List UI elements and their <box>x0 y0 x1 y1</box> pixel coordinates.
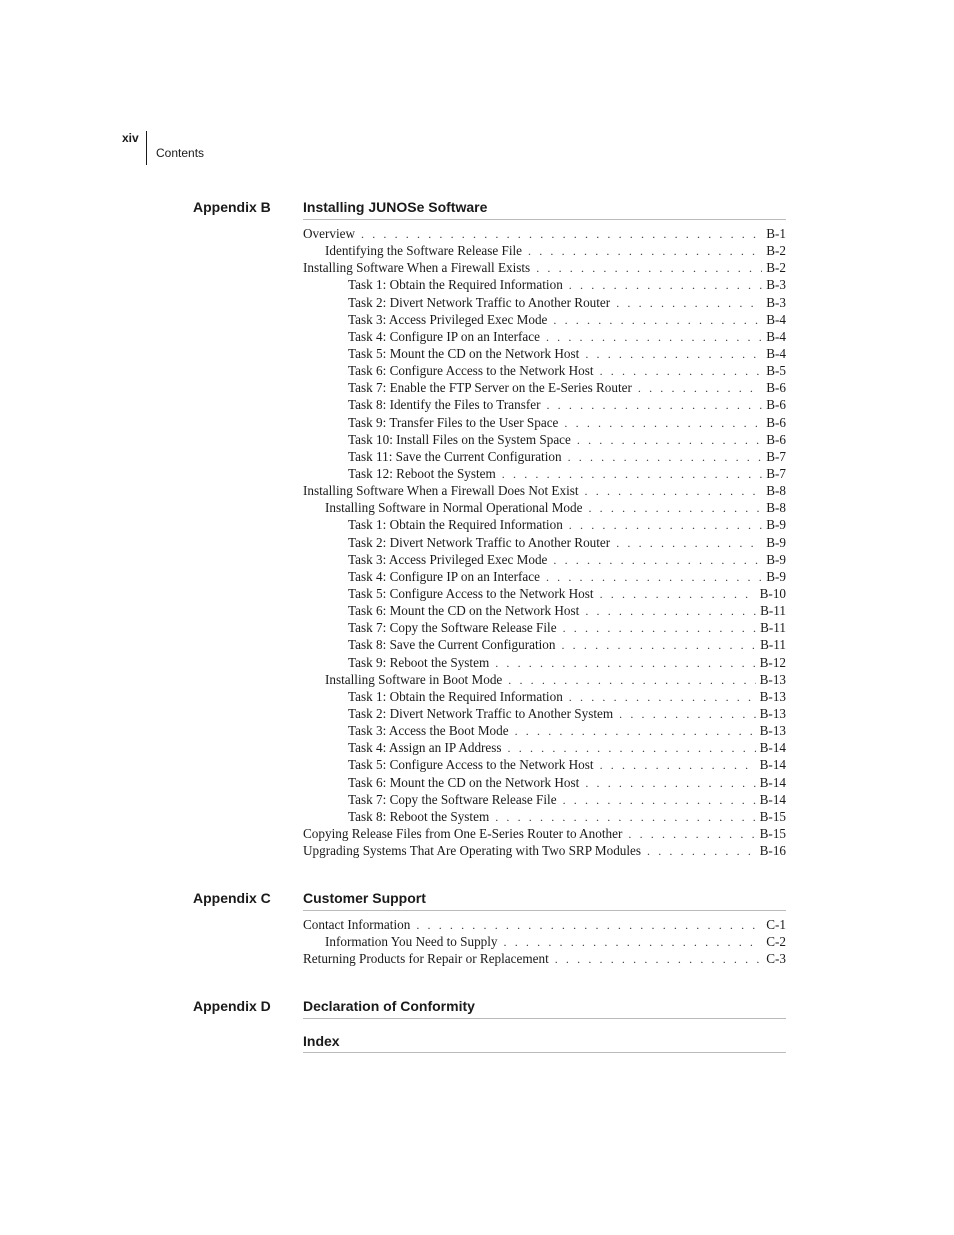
dot-leader <box>515 723 756 740</box>
toc-entry-title: Task 12: Reboot the System <box>348 465 496 481</box>
dot-leader <box>495 809 755 826</box>
dot-leader <box>619 706 756 723</box>
toc-entry-page: B-13 <box>759 723 786 739</box>
toc-entry-page: B-15 <box>759 808 786 824</box>
toc-entry-title: Task 6: Configure Access to the Network Host <box>348 363 594 379</box>
toc-entry-title: Task 4: Configure IP on an Interface <box>348 328 540 344</box>
toc-entry-page: B-9 <box>766 534 786 550</box>
toc-entry-title: Task 10: Install Files on the System Space <box>348 431 571 447</box>
toc-entry-page: B-3 <box>766 277 786 293</box>
toc-entry[interactable] <box>303 225 786 242</box>
dot-leader <box>546 397 762 414</box>
toc-entry[interactable] <box>303 842 786 859</box>
appendix-d-divider <box>303 1018 786 1019</box>
dot-leader <box>569 689 756 706</box>
toc-entry-page: B-11 <box>760 620 786 636</box>
toc-entry[interactable] <box>303 933 786 950</box>
toc-entry-page: B-9 <box>766 551 786 567</box>
dot-leader <box>600 363 763 380</box>
toc-entry-title: Task 6: Mount the CD on the Network Host <box>348 603 580 619</box>
dot-leader <box>508 740 756 757</box>
toc-entry-title: Copying Release Files from One E-Series Router to Another <box>303 825 623 841</box>
toc-entry-title: Task 11: Save the Current Configuration <box>348 448 562 464</box>
toc-entry[interactable] <box>303 516 786 533</box>
toc-entry[interactable] <box>303 825 786 842</box>
dot-leader <box>585 603 756 620</box>
toc-entry[interactable] <box>303 654 786 671</box>
toc-entry-page: B-6 <box>766 431 786 447</box>
toc-entry-title: Task 5: Mount the CD on the Network Host <box>348 345 580 361</box>
appendix-c-divider <box>303 910 786 911</box>
toc-entry[interactable] <box>303 705 786 722</box>
toc-entry-page: B-2 <box>766 243 786 259</box>
toc-entry-page: B-6 <box>766 414 786 430</box>
toc-entry-page: B-4 <box>766 345 786 361</box>
toc-entry[interactable] <box>303 534 786 551</box>
toc-entry[interactable] <box>303 345 786 362</box>
page-number: xiv <box>122 131 139 145</box>
dot-leader <box>616 295 762 312</box>
toc-entry-title: Task 3: Access Privileged Exec Mode <box>348 551 548 567</box>
toc-entry-page: B-8 <box>766 483 786 499</box>
toc-entry[interactable] <box>303 465 786 482</box>
toc-entry-page: B-11 <box>760 637 786 653</box>
index-title[interactable]: Index <box>303 1033 340 1049</box>
toc-entry-title: Installing Software When a Firewall Does Not Exist <box>303 483 579 499</box>
toc-entry-title: Task 2: Divert Network Traffic to Another Router <box>348 534 611 550</box>
toc-entry-page: B-12 <box>759 654 786 670</box>
toc-entry-page: C-2 <box>766 934 786 950</box>
dot-leader <box>563 620 757 637</box>
dot-leader <box>416 917 762 934</box>
dot-leader <box>495 655 755 672</box>
toc-entry-title: Task 7: Enable the FTP Server on the E-Series Router <box>348 380 632 396</box>
toc-entry-title: Overview <box>303 226 355 241</box>
dot-leader <box>585 483 763 500</box>
toc-entry-page: B-8 <box>766 500 786 516</box>
toc-entry[interactable] <box>303 482 786 499</box>
toc-entry-page: B-2 <box>766 260 786 276</box>
toc-entry-page: B-9 <box>766 568 786 584</box>
toc-entry-page: B-10 <box>759 585 786 601</box>
toc-entry-page: B-13 <box>759 705 786 721</box>
toc-entry-title: Installing Software in Boot Mode <box>325 671 503 687</box>
appendix-b-label: Appendix B <box>193 199 271 215</box>
dot-leader <box>564 415 762 432</box>
toc-entry-page: B-13 <box>759 688 786 704</box>
toc-entry-page: B-4 <box>766 328 786 344</box>
toc-entry-title: Task 4: Configure IP on an Interface <box>348 568 540 584</box>
appendix-d-label: Appendix D <box>193 998 271 1014</box>
toc-entry[interactable] <box>303 602 786 619</box>
dot-leader <box>585 775 755 792</box>
toc-entry[interactable] <box>303 636 786 653</box>
toc-entry[interactable] <box>303 808 786 825</box>
toc-entry-page: B-1 <box>766 226 786 241</box>
dot-leader <box>638 380 762 397</box>
dot-leader <box>647 843 756 860</box>
toc-entry-title: Task 1: Obtain the Required Information <box>348 688 563 704</box>
dot-leader <box>528 243 762 260</box>
toc-entry-title: Information You Need to Supply <box>325 934 498 950</box>
toc-entry-title: Task 5: Configure Access to the Network Host <box>348 585 594 601</box>
toc-entry[interactable] <box>303 328 786 345</box>
dot-leader <box>536 260 762 277</box>
toc-entry-page: B-3 <box>766 294 786 310</box>
toc-entry-page: B-6 <box>766 380 786 396</box>
dot-leader <box>585 346 762 363</box>
dot-leader <box>569 277 762 294</box>
toc-entry[interactable] <box>303 739 786 756</box>
toc-entry[interactable] <box>303 688 786 705</box>
toc-entry-title: Task 7: Copy the Software Release File <box>348 791 557 807</box>
dot-leader <box>577 432 762 449</box>
toc-entry[interactable] <box>303 448 786 465</box>
toc-entry-title: Task 9: Transfer Files to the User Space <box>348 414 559 430</box>
toc-entry-page: B-9 <box>766 517 786 533</box>
dot-leader <box>553 552 762 569</box>
dot-leader <box>561 637 756 654</box>
toc-entry-page: C-3 <box>766 951 786 967</box>
toc-entry-page: B-7 <box>766 465 786 481</box>
dot-leader <box>546 329 762 346</box>
index-divider <box>303 1052 786 1053</box>
toc-entry-page: B-14 <box>759 740 786 756</box>
appendix-b-divider <box>303 219 786 220</box>
toc-entry-title: Task 8: Identify the Files to Transfer <box>348 397 541 413</box>
appendix-c-title[interactable]: Customer Support <box>303 890 426 906</box>
toc-entry[interactable] <box>303 276 786 293</box>
toc-entry-title: Upgrading Systems That Are Operating with Two SRP Modules <box>303 843 642 859</box>
toc-entry[interactable] <box>303 774 786 791</box>
dot-leader <box>361 226 762 243</box>
dot-leader <box>616 535 762 552</box>
appendix-b-title[interactable]: Installing JUNOSe Software <box>303 199 488 215</box>
toc-entry-title: Task 2: Divert Network Traffic to Another Router <box>348 294 611 310</box>
toc-entry-page: B-4 <box>766 311 786 327</box>
dot-leader <box>508 672 755 689</box>
toc-entry-title: Task 4: Assign an IP Address <box>348 740 502 756</box>
dot-leader <box>555 951 762 968</box>
running-title: Contents <box>156 146 205 160</box>
toc-entry[interactable] <box>303 551 786 568</box>
toc-entry[interactable] <box>303 619 786 636</box>
dot-leader <box>568 449 763 466</box>
toc-entry-page: B-11 <box>760 603 786 619</box>
toc-entry[interactable] <box>303 568 786 585</box>
toc-entry[interactable] <box>303 431 786 448</box>
toc-entry-title: Task 1: Obtain the Required Information <box>348 517 563 533</box>
toc-entry-page: B-5 <box>766 363 786 379</box>
toc-entry-title: Task 5: Configure Access to the Network Host <box>348 757 594 773</box>
toc-entry[interactable] <box>303 414 786 431</box>
toc-entry[interactable] <box>303 671 786 688</box>
dot-leader <box>600 757 756 774</box>
dot-leader <box>563 792 756 809</box>
toc-entry-title: Identifying the Software Release File <box>325 243 523 259</box>
toc-entry-page: B-16 <box>759 843 786 859</box>
dot-leader <box>628 826 755 843</box>
toc-entry-page: C-1 <box>766 917 786 932</box>
toc-entry-page: B-15 <box>759 825 786 841</box>
toc-entry-title: Returning Products for Repair or Replacement <box>303 951 549 967</box>
toc-entry[interactable] <box>303 294 786 311</box>
toc-entry[interactable] <box>303 499 786 516</box>
toc-entry-page: B-14 <box>759 757 786 773</box>
toc-entry-title: Task 1: Obtain the Required Information <box>348 277 563 293</box>
toc-entry-title: Installing Software When a Firewall Exists <box>303 260 531 276</box>
toc-entry-title: Task 6: Mount the CD on the Network Host <box>348 774 580 790</box>
appendix-b-toc <box>303 225 786 859</box>
toc-entry-title: Task 2: Divert Network Traffic to Another System <box>348 705 614 721</box>
dot-leader <box>504 934 763 951</box>
dot-leader <box>588 500 762 517</box>
toc-entry-title: Task 8: Save the Current Configuration <box>348 637 556 653</box>
toc-entry-page: B-7 <box>766 448 786 464</box>
toc-entry-title: Task 8: Reboot the System <box>348 808 490 824</box>
dot-leader <box>502 466 762 483</box>
dot-leader <box>569 517 762 534</box>
toc-entry-title: Task 3: Access Privileged Exec Mode <box>348 311 548 327</box>
toc-entry[interactable] <box>303 756 786 773</box>
toc-entry[interactable] <box>303 950 786 967</box>
dot-leader <box>553 312 762 329</box>
toc-entry[interactable] <box>303 362 786 379</box>
toc-entry[interactable] <box>303 585 786 602</box>
toc-entry-title: Contact Information <box>303 917 411 932</box>
appendix-c-label: Appendix C <box>193 890 271 906</box>
appendix-d-title[interactable]: Declaration of Conformity <box>303 998 475 1014</box>
toc-entry-title: Installing Software in Normal Operational Mode <box>325 500 583 516</box>
toc-entry-page: B-6 <box>766 397 786 413</box>
dot-leader <box>546 569 762 586</box>
toc-entry[interactable] <box>303 722 786 739</box>
toc-entry[interactable] <box>303 311 786 328</box>
toc-entry-page: B-14 <box>759 791 786 807</box>
toc-entry-title: Task 3: Access the Boot Mode <box>348 723 509 739</box>
toc-entry[interactable] <box>303 379 786 396</box>
toc-entry-title: Task 9: Reboot the System <box>348 654 490 670</box>
toc-entry-page: B-14 <box>759 774 786 790</box>
toc-entry[interactable] <box>303 242 786 259</box>
toc-entry[interactable] <box>303 259 786 276</box>
toc-entry[interactable] <box>303 791 786 808</box>
toc-entry[interactable] <box>303 916 786 933</box>
header-divider <box>146 131 147 165</box>
toc-entry-title: Task 7: Copy the Software Release File <box>348 620 557 636</box>
toc-entry-page: B-13 <box>759 671 786 687</box>
appendix-c-toc <box>303 916 786 967</box>
dot-leader <box>600 586 756 603</box>
toc-entry[interactable] <box>303 396 786 413</box>
